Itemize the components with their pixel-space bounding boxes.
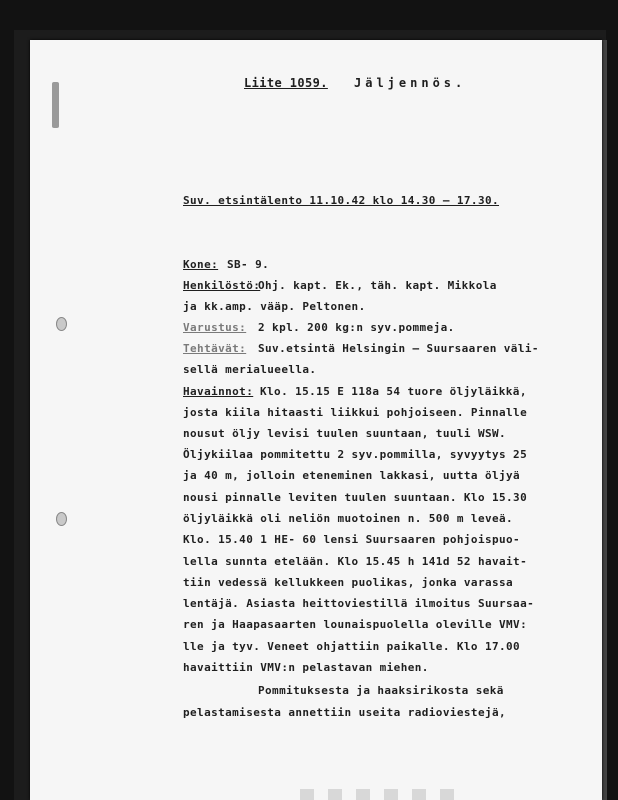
body-line: havaittiin VMV:n pelastavan miehen. xyxy=(183,661,429,674)
body-line: lella sunnta etelään. Klo 15.45 h 141d 52 havait- xyxy=(183,555,528,568)
body-line: josta kiila hitaasti liikkui pohjoiseen. Pinnalle xyxy=(183,406,528,419)
body-line: nousut öljy levisi tuulen suuntaan, tuuli WSW. xyxy=(183,427,507,440)
closing-line: Pommituksesta ja haaksirikosta sekä xyxy=(258,684,504,697)
page-edge-shadow xyxy=(602,40,607,800)
field-label-tehtavat: Tehtävät: xyxy=(183,342,247,355)
body-line: ren ja Haapasaarten lounaispuolella oleville VMV: xyxy=(183,618,528,631)
copy-label: Jäljennös. xyxy=(354,76,467,90)
body-line: tiin vedessä kellukkeen puolikas, jonka varassa xyxy=(183,576,514,589)
document-title: Suv. etsintälento 11.10.42 klo 14.30 – 17.30. xyxy=(183,194,500,207)
field-label-henkilosto: Henkilöstö: xyxy=(183,279,261,292)
field-label-varustus: Varustus: xyxy=(183,321,247,334)
closing-line: pelastamisesta annettiin useita radioviestejä, xyxy=(183,706,507,719)
field-value-tehtavat-cont: sellä merialueella. xyxy=(183,363,317,376)
binder-hole-icon xyxy=(56,317,67,331)
body-line: lle ja tyv. Veneet ohjattiin paikalle. Klo 17.00 xyxy=(183,640,521,653)
film-strip-edge xyxy=(300,789,480,800)
field-value-henkilosto: Ohj. kapt. Ek., täh. kapt. Mikkola xyxy=(258,279,497,292)
field-value-henkilosto-cont: ja kk.amp. vääp. Peltonen. xyxy=(183,300,366,313)
field-label-kone: Kone: xyxy=(183,258,219,271)
binder-hole-icon xyxy=(56,512,67,526)
field-value-varustus: 2 kpl. 200 kg:n syv.pommeja. xyxy=(258,321,455,334)
field-value-kone: SB- 9. xyxy=(227,258,270,271)
body-line: lentäjä. Asiasta heittoviestillä ilmoitus Suursaa- xyxy=(183,597,535,610)
body-line: ja 40 m, jolloin eteneminen lakkasi, uutta öljyä xyxy=(183,469,521,482)
field-label-havainnot: Havainnot: xyxy=(183,385,254,398)
body-line: Öljykiilaa pommitettu 2 syv.pommilla, syvyytys 25 xyxy=(183,448,528,461)
body-line: nousi pinnalle leviten tuulen suuntaan. Klo 15.30 xyxy=(183,491,528,504)
field-value-havainnot: Klo. 15.15 E 118a 54 tuore öljyläikkä, xyxy=(260,385,527,398)
field-value-tehtavat: Suv.etsintä Helsingin – Suursaaren väli- xyxy=(258,342,539,355)
margin-stamp-mark xyxy=(52,82,59,128)
body-line: Klo. 15.40 1 HE- 60 lensi Suursaaren pohjoispuo- xyxy=(183,533,521,546)
body-line: öljyläikkä oli neliön muotoinen n. 500 m leveä. xyxy=(183,512,514,525)
appendix-number: Liite 1059. xyxy=(244,76,328,90)
